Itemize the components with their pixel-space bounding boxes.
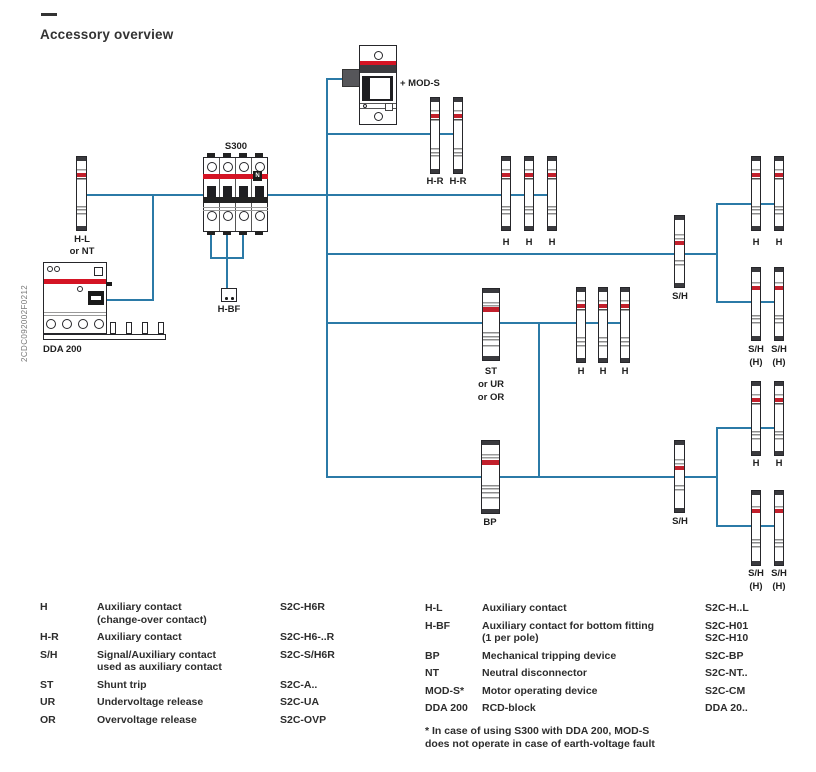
legend-desc: RCD-block (482, 702, 536, 714)
legend-term: S/H (40, 648, 58, 661)
dda-terminal-icon (78, 319, 88, 329)
mods-carriage-window (370, 78, 390, 99)
legend-code: DDA 20.. (705, 702, 748, 714)
s300-screw-icon (223, 162, 233, 172)
label-dda: DDA 200 (43, 344, 82, 355)
legend-row (425, 650, 795, 663)
legend-term: H-R (40, 631, 59, 643)
mods-rail-screw-icon (363, 104, 367, 108)
page-title: Accessory overview (40, 27, 174, 42)
label-shh-paren: (H) (749, 581, 763, 592)
legend-desc: Undervoltage release (97, 696, 204, 708)
label-h: H (577, 366, 585, 377)
label-st-alt1: or UR (478, 379, 504, 390)
device-bar-hr-2 (453, 97, 463, 174)
label-shh-paren: (H) (772, 581, 786, 592)
wire-right-top-h (716, 203, 783, 205)
dda-red-band (44, 279, 106, 284)
device-bar-hl (76, 156, 87, 231)
s300-bottom-tab (207, 231, 215, 235)
s300-breaker (203, 157, 268, 232)
device-bar-h-mid-1 (576, 287, 586, 363)
legend-code: S2C-S/H6R (280, 648, 335, 661)
mods-screw-icon (374, 51, 383, 60)
legend-row (425, 685, 795, 698)
s300-screw-icon (255, 211, 265, 221)
legend-term: UR (40, 696, 56, 708)
label-h: H (775, 237, 783, 248)
s300-module (220, 158, 236, 231)
legend-code: S2C-CM (705, 684, 746, 697)
wire-hr-branch (326, 133, 463, 135)
device-bar-st (482, 288, 500, 361)
wire-s300-pin2 (226, 233, 228, 259)
wire-dda-run (104, 299, 154, 301)
legend-desc: Mechanical tripping device (482, 649, 617, 662)
label-hl: H-L (74, 234, 90, 245)
legend-term: ST (40, 678, 54, 691)
legend-desc: Overvoltage release (97, 713, 197, 726)
s300-bottom-tab (255, 231, 263, 235)
dda-prong (158, 322, 164, 334)
wire-trunk-vertical (326, 78, 328, 478)
legend-code: S2C-H01 S2C-H10 (705, 619, 749, 644)
legend-code: S2C-A.. (280, 678, 318, 691)
legend-term: BP (425, 649, 440, 662)
s300-module (236, 158, 252, 231)
label-h: H (752, 237, 760, 248)
device-bar-h-mid-3 (620, 287, 630, 363)
dda-terminal-icon (46, 319, 56, 329)
label-mods: + MOD-S (400, 78, 440, 89)
legend-term: H (40, 601, 48, 613)
wire-mid-tee (538, 322, 540, 478)
s300-screw-icon (223, 211, 233, 221)
wire-right-top-shh (716, 301, 783, 303)
device-bar-h-top-1 (501, 156, 511, 231)
label-h: H (599, 366, 607, 377)
legend-term: H-L (425, 602, 443, 614)
legend-row (425, 602, 795, 615)
dda-indicator-icon (77, 286, 83, 292)
wire-s300-pin3 (242, 233, 244, 259)
dda-connector-slot (91, 296, 101, 300)
device-bar-h-top-3 (547, 156, 557, 231)
device-bar-sh-low (674, 440, 685, 513)
legend-term: OR (40, 713, 56, 726)
device-bar-h-rb-2 (774, 381, 784, 456)
label-st-alt2: or OR (477, 392, 505, 403)
device-bar-hr-1 (430, 97, 440, 174)
device-bar-bp (481, 440, 500, 514)
legend-row (40, 601, 390, 626)
label-bp: BP (483, 517, 497, 528)
device-bar-h-rt-2 (774, 156, 784, 231)
dda-terminal-icon (94, 319, 104, 329)
s300-toggle (207, 186, 216, 197)
device-bar-shh-rt-2 (774, 267, 784, 341)
s300-toggle (255, 186, 264, 197)
s300-groove (203, 207, 268, 208)
document-code-vertical: 2CDC092002F0212 (20, 284, 29, 362)
dda-prong (110, 322, 116, 334)
legend-desc: Motor operating device (482, 684, 598, 697)
hbf-dot (225, 297, 228, 300)
legend-term: MOD-S* (425, 684, 465, 697)
s300-screw-icon (207, 162, 217, 172)
legend-desc: Signal/Auxiliary contact used as auxiliary contact (97, 648, 222, 673)
label-h: H (752, 458, 760, 469)
dda-terminal-icon (62, 319, 72, 329)
wire-right-bottom-shh (716, 525, 783, 527)
s300-groove (203, 210, 268, 211)
legend-row (40, 696, 390, 709)
legend-desc: Auxiliary contact (97, 631, 182, 643)
dda-screw-icon (54, 266, 60, 272)
s300-screw-icon (207, 211, 217, 221)
dda-side-pin (106, 282, 112, 286)
label-s300: S300 (224, 141, 248, 152)
wire-s300-pin1 (210, 233, 212, 259)
legend-desc: Auxiliary contact (change-over contact) (97, 601, 207, 626)
label-hr: H-R (449, 176, 467, 187)
dda-groove (44, 315, 106, 316)
device-bar-shh-rb-2 (774, 490, 784, 566)
legend-table-left (40, 601, 390, 731)
legend-table-right (425, 602, 795, 751)
label-h: H (502, 237, 510, 248)
legend-row (40, 631, 390, 644)
title-dash (41, 13, 57, 16)
s300-module (252, 158, 267, 231)
s300-bottom-tab (223, 231, 231, 235)
label-shh: S/H (771, 344, 787, 355)
device-bar-shh-rt-1 (751, 267, 761, 341)
legend-code: S2C-BP (705, 649, 744, 662)
mods-side-plug (342, 69, 360, 87)
label-h: H (775, 458, 783, 469)
legend-row (40, 649, 390, 674)
mods-screw-icon (374, 112, 383, 121)
legend-code: S2C-H..L (705, 602, 749, 614)
label-h: H (621, 366, 629, 377)
dda200-rcd-block (43, 262, 107, 334)
s300-module (204, 158, 220, 231)
legend-desc: Shunt trip (97, 678, 147, 691)
dda-test-button (94, 267, 103, 276)
label-sh: S/H (672, 516, 688, 527)
label-st: ST (484, 366, 498, 377)
legend-desc: Auxiliary contact for bottom fitting (1 per pole) (482, 619, 655, 644)
mods-dark-band (360, 65, 396, 73)
wire-right-top-vertical (716, 203, 718, 303)
device-bar-sh-mid (674, 215, 685, 288)
wire-hbf-drop (226, 257, 228, 288)
dda-groove (44, 312, 106, 313)
label-shh: S/H (748, 568, 764, 579)
mods-device (359, 45, 397, 125)
device-bar-h-top-2 (524, 156, 534, 231)
label-shh-paren: (H) (749, 357, 763, 368)
legend-code: S2C-UA (280, 696, 320, 708)
label-sh: S/H (672, 291, 688, 302)
dda-bottom-rail (43, 334, 166, 340)
legend-row (425, 620, 795, 645)
wire-right-bottom-vertical (716, 427, 718, 527)
wire-dda-drop (152, 194, 154, 301)
label-hl-alt: or NT (69, 246, 95, 257)
label-shh-paren: (H) (772, 357, 786, 368)
wire-bottom-run (326, 476, 718, 478)
s300-bottom-tab (239, 231, 247, 235)
legend-term: NT (425, 667, 439, 679)
dda-screw-icon (47, 266, 53, 272)
legend-term: H-BF (425, 619, 451, 632)
device-bar-h-mid-2 (598, 287, 608, 363)
mods-rail-clip (385, 103, 393, 111)
wire-right-bottom-h (716, 427, 783, 429)
device-bar-h-rt-1 (751, 156, 761, 231)
legend-desc: Neutral disconnector (482, 667, 588, 679)
legend-desc: Auxiliary contact (482, 602, 567, 614)
dda-prong (142, 322, 148, 334)
dda-prong (126, 322, 132, 334)
legend-code: S2C-OVP (280, 713, 327, 726)
label-shh: S/H (748, 344, 764, 355)
legend-code: S2C-H6R (280, 601, 325, 613)
label-hbf: H-BF (217, 304, 241, 315)
s300-toggle (223, 186, 232, 197)
label-h: H (525, 237, 533, 248)
wire-sh-branch (326, 253, 718, 255)
hbf-dot (231, 297, 234, 300)
s300-screw-icon (239, 162, 249, 172)
label-hr: H-R (426, 176, 444, 187)
legend-row (425, 667, 795, 680)
hbf-device (221, 288, 237, 302)
legend-footnote: * In case of using S300 with DDA 200, MOD-S does not operate in case of earth-voltage fault (425, 724, 655, 750)
device-bar-h-rb-1 (751, 381, 761, 456)
legend-code: S2C-H6-..R (280, 631, 335, 643)
label-shh: S/H (771, 568, 787, 579)
label-h: H (548, 237, 556, 248)
legend-row (40, 714, 390, 727)
s300-screw-icon (239, 211, 249, 221)
s300-neutral-marker: N (253, 171, 262, 181)
legend-term: DDA 200 (425, 702, 468, 714)
s300-black-bar (203, 197, 268, 203)
s300-toggle (239, 186, 248, 197)
legend-code: S2C-NT.. (705, 667, 748, 679)
legend-row (425, 702, 795, 715)
device-bar-shh-rb-1 (751, 490, 761, 566)
legend-row (40, 679, 390, 692)
